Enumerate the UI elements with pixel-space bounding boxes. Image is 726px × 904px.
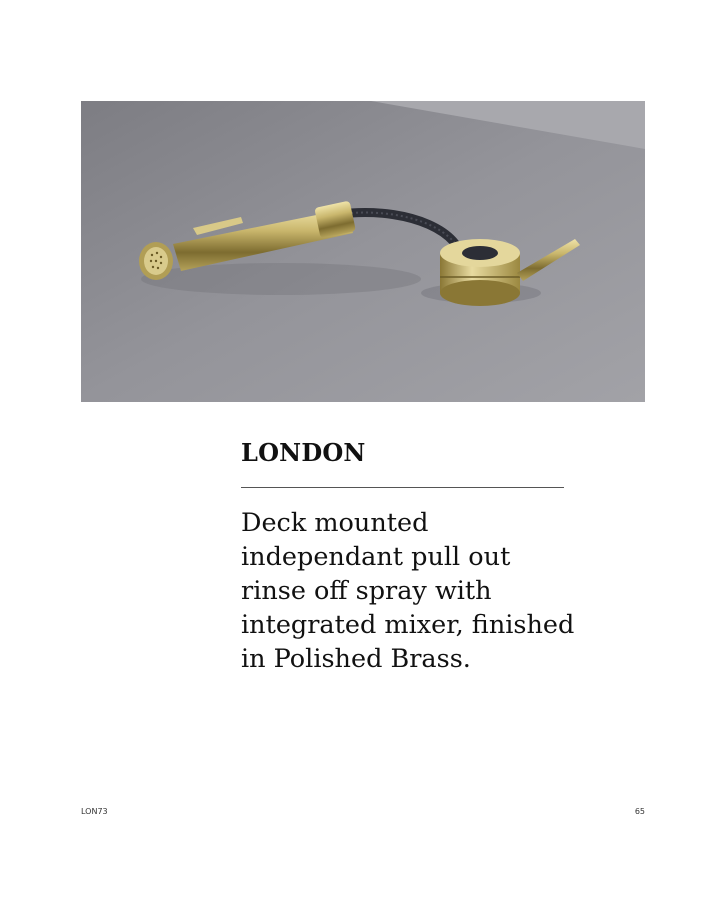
product-title: LONDON [241, 438, 366, 467]
description-line: integrated mixer, finished [241, 610, 575, 640]
product-photo [81, 101, 645, 402]
description-line: Deck mounted [241, 508, 429, 538]
product-code: LON73 [81, 807, 108, 816]
product-description [241, 506, 581, 676]
page-number: 65 [634, 807, 645, 816]
title-divider [241, 487, 564, 488]
description-line: rinse off spray with [241, 576, 492, 606]
description-line: in Polished Brass. [241, 644, 471, 674]
description-line: independant pull out [241, 542, 511, 572]
